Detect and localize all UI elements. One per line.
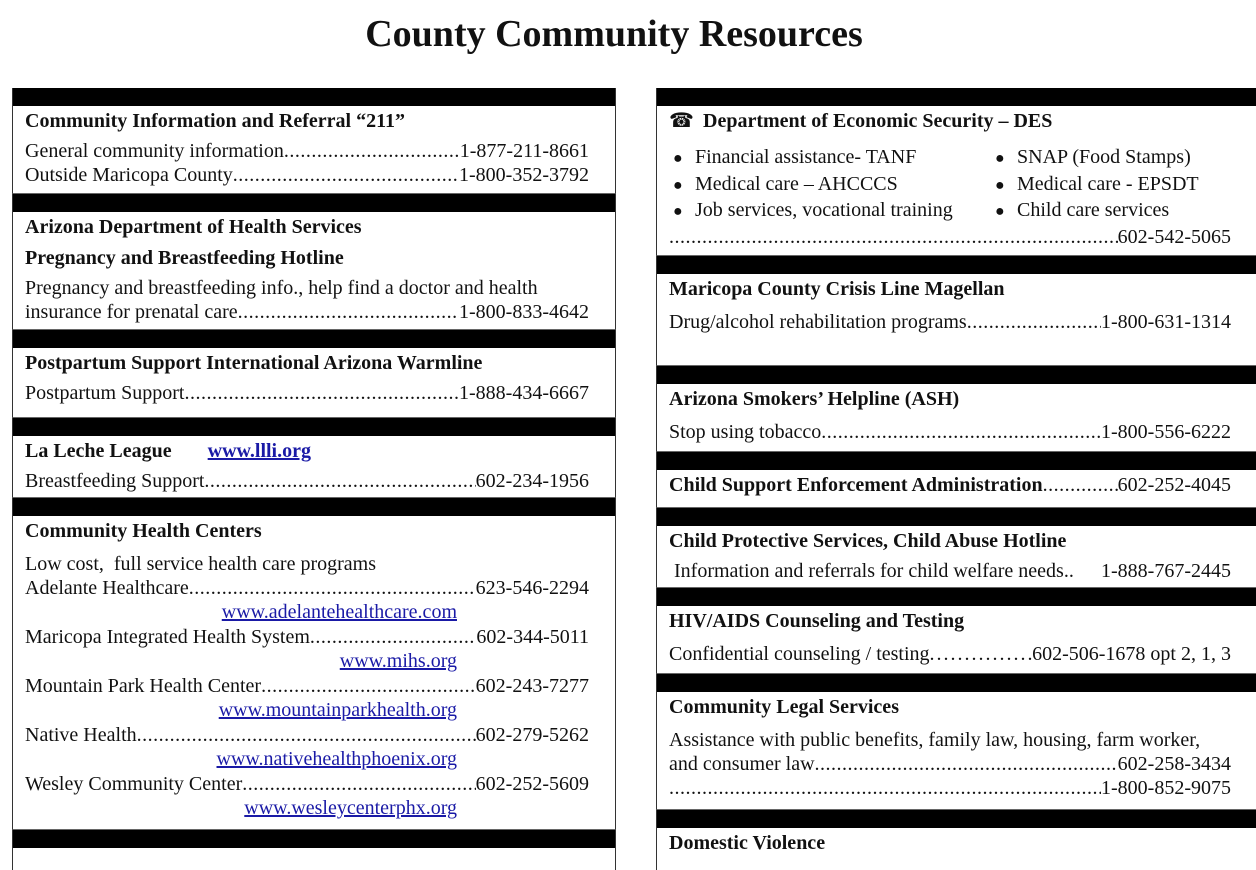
section-bar xyxy=(657,366,1256,384)
phone-number: 1-888-767-2445 xyxy=(1101,560,1231,582)
section-bar xyxy=(13,830,615,848)
phone-number: 602-252-5609 xyxy=(475,773,589,795)
list-item: ● SNAP (Food Stamps) xyxy=(995,146,1191,168)
list-item: ● Medical care – AHCCCS xyxy=(673,172,898,195)
section-bar xyxy=(13,418,615,436)
phone-number: 602-252-4045 xyxy=(1117,474,1231,496)
section-domestic-violence xyxy=(656,810,1256,870)
resource-line: Breastfeeding Support ..... 602-234-1956 xyxy=(25,469,589,493)
section-heading: Postpartum Support International Arizona Warmline xyxy=(25,352,483,374)
section-crisis-line xyxy=(656,256,1256,366)
resource-line: insurance for prenatal care ..... 1-800-833-4642 xyxy=(25,300,589,324)
section-heading: Domestic Violence xyxy=(669,832,826,854)
section-heading: HIV/AIDS Counseling and Testing xyxy=(669,610,965,632)
section-legal xyxy=(656,674,1256,810)
phone-number: 1-800-852-9075 xyxy=(1101,777,1231,799)
health-center-line: Native Health ..... 602-279-5262 xyxy=(25,723,589,747)
section-bar xyxy=(657,674,1256,692)
resource-line: Child Support Enforcement Administration ..... 602-252-4045 xyxy=(669,473,1231,497)
section-bar xyxy=(657,256,1256,274)
list-item: ● Financial assistance- TANF xyxy=(673,146,917,168)
section-adhs xyxy=(12,194,616,330)
resource-line: General community information ..... 1-877-211-8661 xyxy=(25,139,589,163)
section-bar xyxy=(13,330,615,348)
health-center-link[interactable]: www.nativehealthphoenix.org xyxy=(216,748,457,770)
phone-number: 1-888-434-6667 xyxy=(459,382,589,404)
health-center-link[interactable]: www.adelantehealthcare.com xyxy=(221,601,457,623)
section-heading: Community Legal Services xyxy=(669,696,899,718)
phone-number: 1-800-556-6222 xyxy=(1101,421,1231,443)
section-bar xyxy=(657,508,1256,526)
section-next xyxy=(12,830,616,870)
section-des xyxy=(656,88,1256,256)
health-center-link[interactable]: www.wesleycenterphx.org xyxy=(244,797,457,819)
section-hiv xyxy=(656,588,1256,674)
phone-number: 1-800-833-4642 xyxy=(459,301,589,323)
section-heading: Community Information and Referral “211” xyxy=(25,110,405,132)
section-postpartum xyxy=(12,330,616,418)
section-heading: ☎ Department of Economic Security – DES xyxy=(669,110,1053,132)
resource-line: Drug/alcohol rehabilitation programs ..... 1-800-631-1314 xyxy=(669,310,1231,334)
page-title: County Community Resources xyxy=(365,13,863,55)
section-heading: Community Health Centers xyxy=(25,520,262,542)
phone-number: 623-546-2294 xyxy=(475,577,589,599)
section-bar xyxy=(13,498,615,516)
health-center-line: Wesley Community Center ..... 602-252-5609 xyxy=(25,772,589,796)
section-heading: Child Protective Services, Child Abuse Hotline xyxy=(669,530,1067,552)
list-item: ● Job services, vocational training xyxy=(673,199,953,221)
phone-number: 1-800-352-3792 xyxy=(459,164,589,186)
phone-number: 602-258-3434 xyxy=(1117,753,1231,775)
section-bar xyxy=(13,88,615,106)
section-211 xyxy=(12,88,616,194)
list-item: ● Medical care - EPSDT xyxy=(995,172,1199,195)
health-center-line: Adelante Healthcare ..... 623-546-2294 xyxy=(25,576,589,600)
section-la-leche xyxy=(12,418,616,498)
resource-line: Postpartum Support ..... 1-888-434-6667 xyxy=(25,381,589,405)
section-bar xyxy=(657,588,1256,606)
health-center-line: Mountain Park Health Center ..... 602-243-7277 xyxy=(25,674,589,698)
section-heading: Arizona Smokers’ Helpline (ASH) xyxy=(669,388,960,410)
resource-line: Outside Maricopa County ..... 1-800-352-3792 xyxy=(25,163,589,187)
section-bar xyxy=(657,452,1256,470)
section-bar xyxy=(13,194,615,212)
telephone-icon: ☎ xyxy=(669,110,694,132)
phone-number: 602-542-5065 xyxy=(1117,225,1231,248)
phone-number: 1-877-211-8661 xyxy=(459,140,589,162)
phone-number: 1-800-631-1314 xyxy=(1101,311,1231,333)
section-subheading: Pregnancy and Breastfeeding Hotline xyxy=(25,247,344,269)
resource-line xyxy=(669,225,1231,249)
health-center-link[interactable]: www.mihs.org xyxy=(339,650,457,672)
section-smokers xyxy=(656,366,1256,452)
section-heading: Maricopa County Crisis Line Magellan xyxy=(669,278,1005,300)
health-center-line: Maricopa Integrated Health System ..... 602-344-5011 xyxy=(25,625,589,649)
resource-line: Confidential counseling / testing ..... 602-506-1678 opt 2, 1, 3 xyxy=(669,642,1231,666)
section-child-support xyxy=(656,452,1256,508)
section-health-centers xyxy=(12,498,616,830)
resource-line: Stop using tobacco ..... 1-800-556-6222 xyxy=(669,420,1231,444)
phone-number: 602-344-5011 xyxy=(476,626,589,648)
description: Low cost, full service health care programs xyxy=(25,553,376,575)
health-center-link[interactable]: www.mountainparkhealth.org xyxy=(218,699,457,721)
section-heading: La Leche League www.llli.org xyxy=(25,440,311,462)
section-bar xyxy=(657,88,1256,106)
resource-line xyxy=(669,776,1231,800)
description: Pregnancy and breastfeeding info., help find a doctor and health xyxy=(25,277,538,299)
section-heading: Arizona Department of Health Services xyxy=(25,216,362,238)
section-cps xyxy=(656,508,1256,588)
resource-line: and consumer law ..... 602-258-3434 xyxy=(669,752,1231,776)
phone-number: 602-506-1678 opt 2, 1, 3 xyxy=(1032,643,1231,665)
phone-number: 602-279-5262 xyxy=(475,724,589,746)
list-item: ● Child care services xyxy=(995,199,1170,221)
resource-line: Information and referrals for child welfare needs.. 1-888-767-2445 xyxy=(669,560,1231,582)
phone-number: 602-234-1956 xyxy=(475,470,589,492)
llli-link[interactable]: www.llli.org xyxy=(207,440,311,462)
des-services-list xyxy=(669,145,1256,225)
section-bar xyxy=(657,810,1256,828)
description: Assistance with public benefits, family law, housing, farm worker, xyxy=(669,729,1201,751)
phone-number: 602-243-7277 xyxy=(475,675,589,697)
